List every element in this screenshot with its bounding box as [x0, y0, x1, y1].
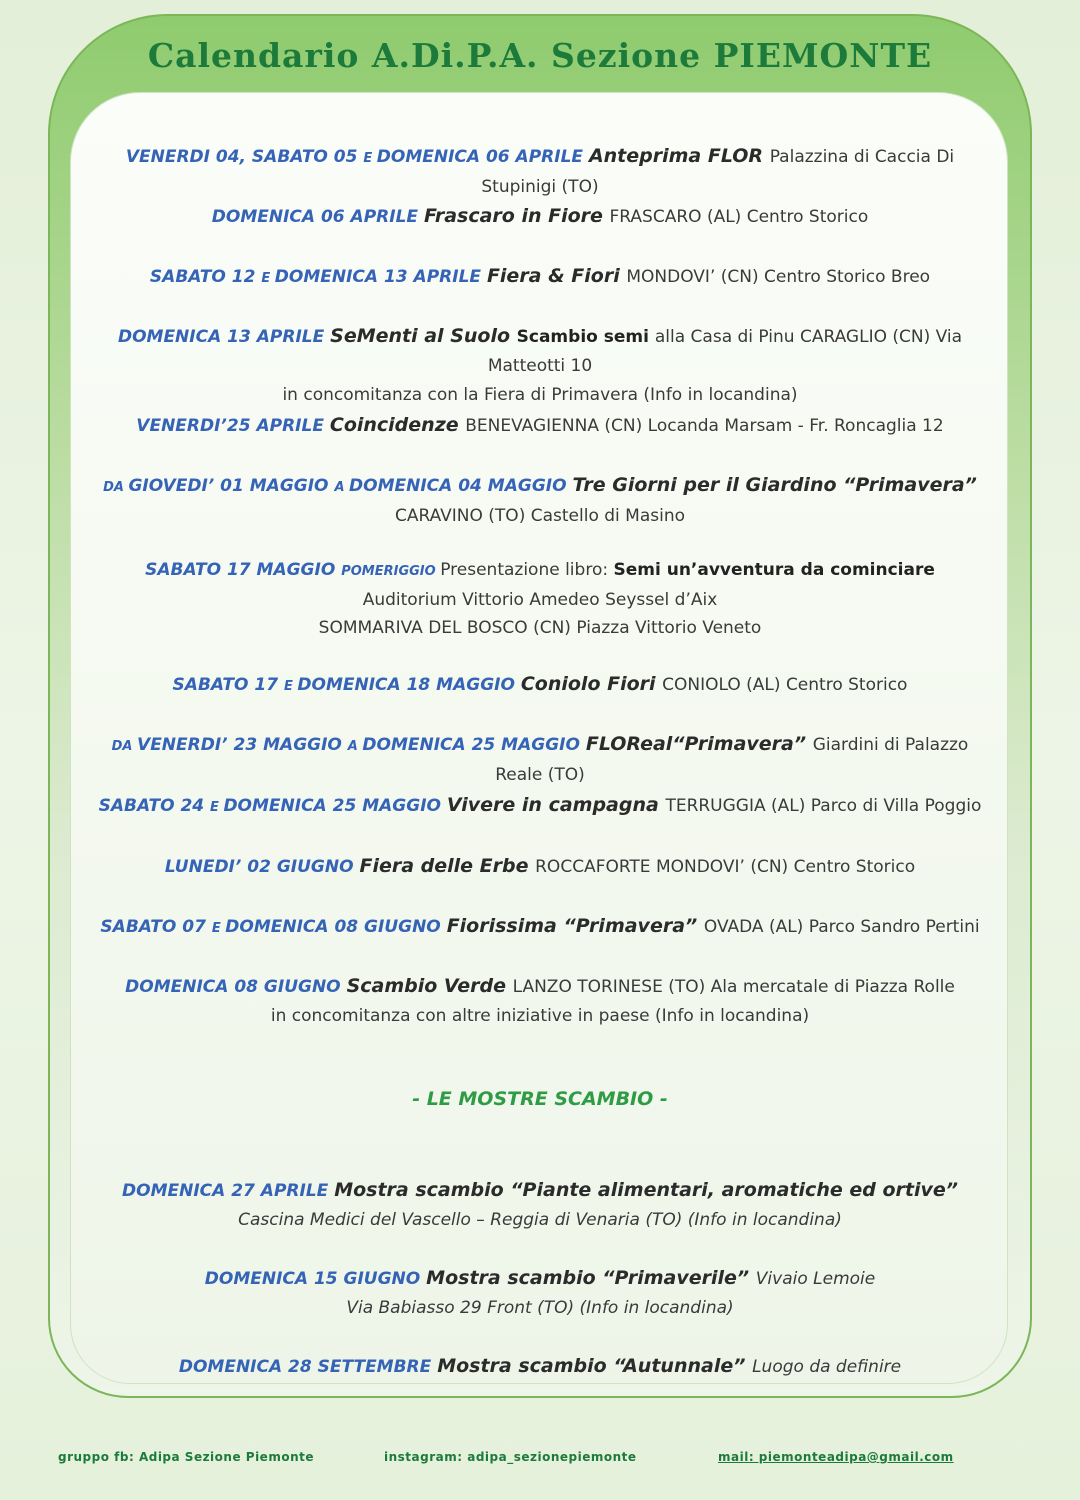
- footer-instagram: instagram: adipa_sezionepiemonte: [384, 1450, 637, 1464]
- event-place: CARAVINO (TO) Castello di Masino: [394, 506, 686, 526]
- event-date: VENERDI 04, SABATO 05 E DOMENICA 06 APRILE: [125, 147, 589, 167]
- event-place: ROCCAFORTE MONDOVI’ (CN) Centro Storico: [535, 857, 916, 877]
- event-name: Frascaro in Fiore: [423, 205, 610, 227]
- event-name: Fiera delle Erbe: [359, 855, 536, 877]
- event-highlight: Scambio semi: [516, 327, 655, 347]
- event-item: [90, 142, 990, 202]
- event-label: Presentazione libro:: [440, 560, 614, 580]
- event-name: SeMenti al Suolo: [330, 325, 517, 347]
- event-place: SOMMARIVA DEL BOSCO (CN) Piazza Vittorio Veneto: [318, 618, 762, 638]
- footer-facebook: gruppo fb: Adipa Sezione Piemonte: [58, 1450, 314, 1464]
- footer-email-link[interactable]: mail: piemonteadipa@gmail.com: [718, 1450, 954, 1464]
- event-name: Scambio Verde: [346, 975, 513, 997]
- event-name: Coniolo Fiori: [520, 673, 663, 695]
- event-date: SABATO 17 E DOMENICA 18 MAGGIO: [172, 675, 521, 695]
- event-item: [90, 852, 990, 882]
- mostra-date: DOMENICA 15 GIUGNO: [204, 1269, 427, 1289]
- event-item: [90, 322, 990, 410]
- mostra-name: Mostra scambio “Autunnale”: [437, 1355, 753, 1377]
- book-title: Semi un’avventura da cominciare: [613, 560, 935, 580]
- event-name: FLOReal“Primavera”: [585, 733, 813, 755]
- mostra-item: [90, 1352, 990, 1382]
- event-date: LUNEDI’ 02 GIUGNO: [164, 857, 360, 877]
- event-place: OVADA (AL) Parco Sandro Pertini: [703, 917, 980, 937]
- event-place: LANZO TORINESE (TO) Ala mercatale di Piazza Rolle: [512, 977, 955, 997]
- event-date: DOMENICA 13 APRILE: [117, 327, 331, 347]
- event-item: [90, 556, 990, 642]
- mostra-place: Luogo da definire: [752, 1357, 902, 1377]
- event-item: [90, 262, 990, 293]
- mostra-name: Mostra scambio “Piante alimentari, aromatiche ed ortive”: [334, 1179, 958, 1201]
- event-date: SABATO 17 MAGGIO POMERIGGIO: [145, 560, 441, 580]
- event-place: Giardini di Palazzo Reale (TO): [495, 735, 969, 785]
- event-date: DA VENERDI’ 23 MAGGIO A DOMENICA 25 MAGGIO: [111, 735, 586, 755]
- event-name: Fiera & Fiori: [486, 265, 627, 287]
- event-note: in concomitanza con altre iniziative in paese (Info in locandina): [270, 1006, 810, 1026]
- event-date: DOMENICA 06 APRILE: [211, 207, 424, 227]
- event-place: BENEVAGIENNA (CN) Locanda Marsam - Fr. Roncaglia 12: [465, 416, 944, 436]
- event-date: SABATO 07 E DOMENICA 08 GIUGNO: [100, 917, 447, 937]
- event-place: alla Casa di Pinu CARAGLIO (CN) Via Matteotti 10: [487, 327, 963, 376]
- event-item: [90, 411, 990, 441]
- event-date: DOMENICA 08 GIUGNO: [125, 977, 347, 997]
- mostra-date: DOMENICA 28 SETTEMBRE: [178, 1357, 438, 1377]
- event-name: Fiorissima “Primavera”: [446, 915, 704, 937]
- event-name: Anteprima FLOR: [588, 145, 770, 167]
- event-name: Coincidenze: [329, 414, 466, 436]
- event-place: FRASCARO (AL) Centro Storico: [609, 207, 869, 227]
- mostra-item: [90, 1176, 990, 1235]
- event-item: [90, 670, 990, 701]
- event-place: TERRUGGIA (AL) Parco di Villa Poggio: [665, 796, 982, 816]
- event-name: Vivere in campagna: [446, 794, 666, 816]
- event-item: [90, 471, 990, 531]
- event-item: [90, 972, 990, 1031]
- mostra-name: Mostra scambio “Primaverile”: [426, 1267, 756, 1289]
- page-title: Calendario A.Di.P.A. Sezione PIEMONTE: [147, 36, 933, 75]
- event-venue: Auditorium Vittorio Amedeo Seyssel d’Aix: [362, 590, 718, 610]
- event-item: [90, 730, 990, 790]
- mostra-address: Via Babiasso 29 Front (TO) (Info in locandina): [346, 1298, 734, 1318]
- event-date: SABATO 24 E DOMENICA 25 MAGGIO: [98, 796, 447, 816]
- mostra-place: Cascina Medici del Vascello – Reggia di Venaria (TO) (Info in locandina): [238, 1210, 842, 1230]
- event-date: DA GIOVEDI’ 01 MAGGIO A DOMENICA 04 MAGGIO: [103, 476, 573, 496]
- event-name: Tre Giorni per il Giardino “Primavera”: [572, 474, 977, 496]
- mostra-date: DOMENICA 27 APRILE: [122, 1181, 335, 1201]
- event-date: VENERDI’25 APRILE: [136, 416, 330, 436]
- event-place: MONDOVI’ (CN) Centro Storico Breo: [626, 267, 931, 287]
- mostra-place: Vivaio Lemoie: [755, 1269, 876, 1289]
- event-item: [90, 791, 990, 822]
- event-item: [90, 202, 990, 232]
- section-title-mostre: - LE MOSTRE SCAMBIO -: [412, 1088, 668, 1110]
- event-item: [90, 912, 990, 943]
- event-note: in concomitanza con la Fiera di Primavera (Info in locandina): [282, 385, 798, 405]
- event-place: Palazzina di Caccia Di Stupinigi (TO): [481, 147, 955, 197]
- event-place: CONIOLO (AL) Centro Storico: [662, 675, 908, 695]
- event-date: SABATO 12 E DOMENICA 13 APRILE: [149, 267, 487, 287]
- mostra-item: [90, 1264, 990, 1323]
